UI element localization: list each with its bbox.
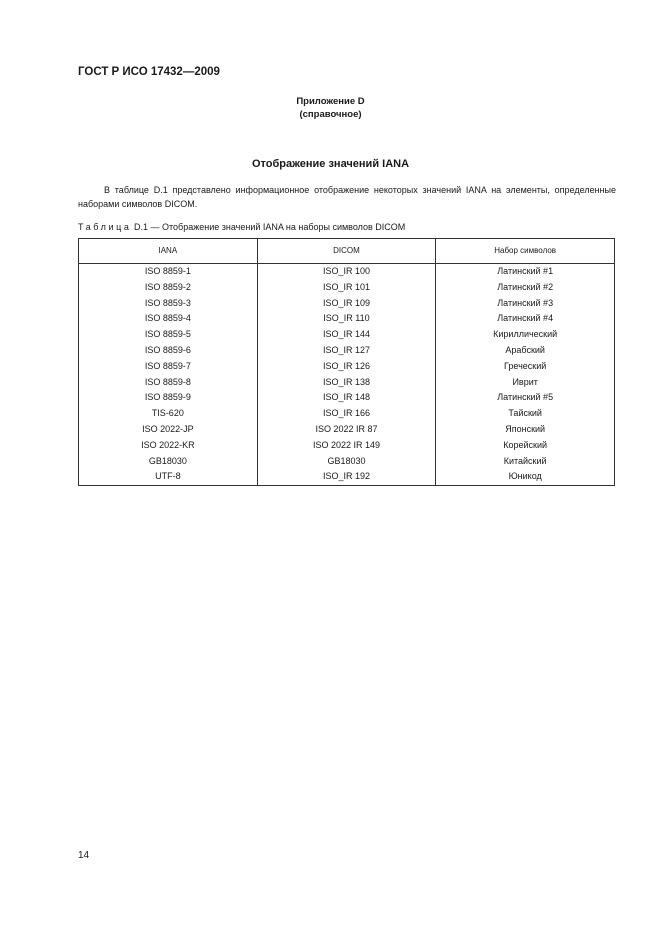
table-header-row xyxy=(79,239,615,264)
section-heading: Отображение значений IANA xyxy=(251,158,410,170)
cell-dicom: ISO_IR 100 xyxy=(257,264,436,280)
table-row xyxy=(79,280,615,296)
page-number: 14 xyxy=(78,850,90,861)
annex-subtitle: (справочное) xyxy=(299,109,362,120)
table-row xyxy=(79,406,615,422)
table-body xyxy=(79,264,615,486)
table-row xyxy=(79,438,615,454)
table-caption-text: D.1 — Отображение значений IANA на наборы символов DICOM xyxy=(134,222,406,232)
cell-dicom: ISO 2022 IR 87 xyxy=(257,422,436,438)
cell-charset: Японский xyxy=(436,422,615,438)
cell-charset: Греческий xyxy=(436,359,615,375)
cell-dicom: ISO_IR 148 xyxy=(257,390,436,406)
cell-iana: TIS-620 xyxy=(79,406,258,422)
cell-charset: Юникод xyxy=(436,469,615,485)
cell-iana: ISO 2022-JP xyxy=(79,422,258,438)
annex-title: Приложение D xyxy=(296,96,365,107)
cell-iana: ISO 8859-5 xyxy=(79,327,258,343)
column-header-charset: Набор символов xyxy=(436,239,615,264)
cell-charset: Латинский #2 xyxy=(436,280,615,296)
cell-dicom: ISO_IR 127 xyxy=(257,343,436,359)
cell-iana: GB18030 xyxy=(79,454,258,470)
cell-charset: Тайский xyxy=(436,406,615,422)
intro-paragraph: В таблице D.1 представлено информационное отображение некоторых значений IANA на элементы, определенные наборами символов DICOM. xyxy=(78,185,616,209)
column-header-dicom: DICOM xyxy=(257,239,436,264)
cell-iana: ISO 8859-7 xyxy=(79,359,258,375)
table-row xyxy=(79,375,615,391)
table-row xyxy=(79,264,615,280)
cell-dicom: ISO 2022 IR 149 xyxy=(257,438,436,454)
cell-iana: ISO 8859-1 xyxy=(79,264,258,280)
table-row xyxy=(79,311,615,327)
cell-iana: ISO 8859-8 xyxy=(79,375,258,391)
cell-charset: Латинский #1 xyxy=(436,264,615,280)
cell-iana: ISO 8859-4 xyxy=(79,311,258,327)
table-caption-word: Таблица xyxy=(78,222,132,232)
table-row xyxy=(79,469,615,485)
cell-dicom: ISO_IR 166 xyxy=(257,406,436,422)
cell-dicom: ISO_IR 138 xyxy=(257,375,436,391)
cell-dicom: ISO_IR 144 xyxy=(257,327,436,343)
cell-charset: Корейский xyxy=(436,438,615,454)
cell-dicom: ISO_IR 109 xyxy=(257,296,436,312)
standard-id: ГОСТ Р ИСО 17432—2009 xyxy=(78,66,220,78)
table-row xyxy=(79,359,615,375)
iana-mapping-table xyxy=(78,238,615,486)
cell-charset: Арабский xyxy=(436,343,615,359)
cell-iana: ISO 8859-6 xyxy=(79,343,258,359)
cell-charset: Латинский #3 xyxy=(436,296,615,312)
cell-iana: ISO 2022-KR xyxy=(79,438,258,454)
cell-charset: Латинский #4 xyxy=(436,311,615,327)
cell-iana: ISO 8859-2 xyxy=(79,280,258,296)
cell-charset: Иврит xyxy=(436,375,615,391)
cell-charset: Кириллический xyxy=(436,327,615,343)
cell-dicom: ISO_IR 101 xyxy=(257,280,436,296)
table-row xyxy=(79,454,615,470)
cell-charset: Латинский #5 xyxy=(436,390,615,406)
cell-iana: ISO 8859-9 xyxy=(79,390,258,406)
cell-dicom: ISO_IR 126 xyxy=(257,359,436,375)
cell-charset: Китайский xyxy=(436,454,615,470)
cell-dicom: GB18030 xyxy=(257,454,436,470)
table-row xyxy=(79,343,615,359)
table-row xyxy=(79,296,615,312)
column-header-iana: IANA xyxy=(79,239,258,264)
cell-dicom: ISO_IR 110 xyxy=(257,311,436,327)
cell-dicom: ISO_IR 192 xyxy=(257,469,436,485)
table-row xyxy=(79,390,615,406)
cell-iana: ISO 8859-3 xyxy=(79,296,258,312)
table-row xyxy=(79,422,615,438)
cell-iana: UTF-8 xyxy=(79,469,258,485)
table-caption xyxy=(78,222,405,232)
table-row xyxy=(79,327,615,343)
